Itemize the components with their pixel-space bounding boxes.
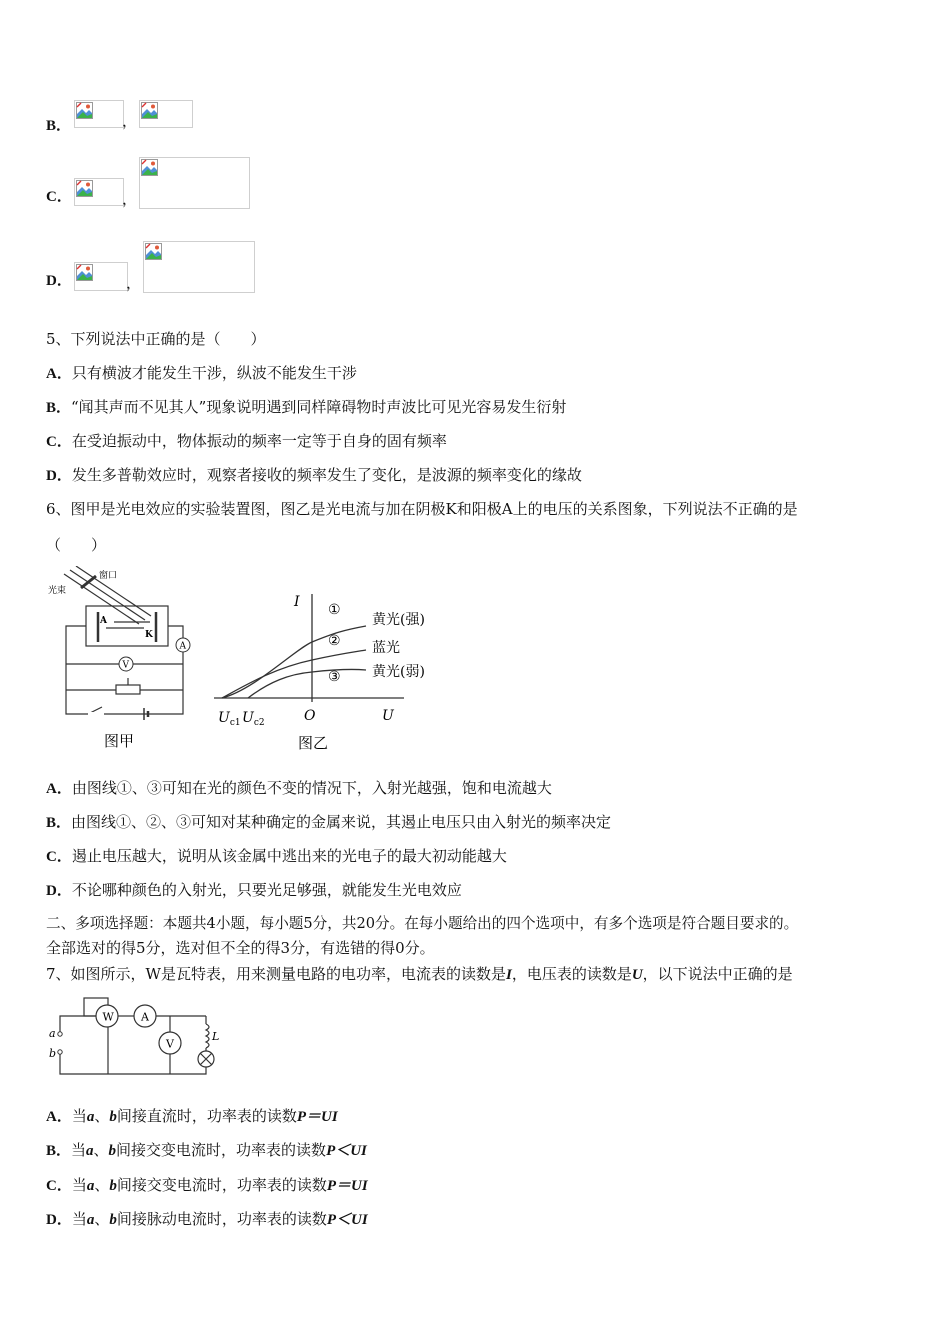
ammeter-label: A [179,641,186,652]
curve-1-mark: ① [328,602,341,618]
voltmeter-label: V [122,660,129,671]
figure-jia-caption: 图甲 [104,732,135,750]
anode-label: A [100,616,107,626]
q5-option-c: C．在受迫振动中，物体振动的频率一定等于自身的固有频率 [46,432,447,450]
figure-jia [44,566,194,756]
q5-option-b: B．“闻其声而不见其人”现象说明遇到同样障碍物时声波比可见光容易发生衍射 [46,398,567,416]
inductor-label: L [212,1030,220,1043]
wattmeter-label: W [102,1010,114,1024]
window-label: 窗口 [99,571,118,581]
curve-2-name: 蓝光 [372,640,400,656]
uc2-label: $U_{c2}$ [242,710,265,728]
broken-image-icon [139,100,193,128]
q7-stem: 7、如图所示，W是瓦特表，用来测量电路的电功率，电流表的读数是I，电压表的读数是U，以下说法中正确的是 [46,965,793,983]
figure-yi-caption: 图乙 [298,734,329,752]
curve-2-mark: ② [328,633,341,649]
option-label: D． [46,273,72,289]
curve-2 [222,650,366,698]
q7-option-b: B．当a、b间接交变电流时，功率表的读数P＜UI [46,1141,367,1159]
q6-option-c: C．遏止电压越大，说明从该金属中逃出来的光电子的最大初动能越大 [46,847,507,865]
curve-3 [248,669,366,698]
q7-option-a: A．当a、b间接直流时，功率表的读数P＝UI [46,1107,338,1125]
origin-label: O [304,708,316,724]
q5-option-a: A．只有横波才能发生干涉，纵波不能发生干涉 [46,364,357,382]
y-axis-label: I [294,594,300,610]
terminal-a-label: a [49,1027,56,1040]
broken-image-icon [139,157,250,209]
separator: ， [122,190,138,208]
q5-option-d: D．发生多普勒效应时，观察者接收的频率发生了变化，是波源的频率变化的缘故 [46,466,582,484]
light-beam-label: 光束 [48,586,67,596]
curve-3-name: 黄光(弱) [372,664,425,680]
q6-stem-cont: （ ） [46,536,107,554]
separator: ， [126,274,142,292]
cathode-label: K [145,630,153,640]
option-label: B． [46,118,72,134]
ammeter-label: A [141,1010,149,1024]
q7-option-d: D．当a、b间接脉动电流时，功率表的读数P＜UI [46,1210,368,1228]
broken-image-icon [74,262,128,291]
q6-stem: 6、图甲是光电效应的实验装置图，图乙是光电流与加在阴极K和阳极A上的电压的关系图象，下列说法不正确的是 [46,500,798,518]
figure-yi [214,590,454,756]
broken-image-icon [74,178,124,206]
broken-image-icon [143,241,255,293]
broken-image-icon [74,100,124,128]
curve-1-name: 黄光(强) [372,612,425,628]
x-axis-label: U [382,708,394,724]
uc1-label: $U_{c1}$ [218,710,241,728]
q7-option-c: C．当a、b间接交变电流时，功率表的读数P＝UI [46,1176,368,1194]
q6-option-a: A．由图线①、③可知在光的颜色不变的情况下，入射光越强，饱和电流越大 [46,779,552,797]
terminal-b-label: b [49,1047,57,1060]
section-2-line-2: 全部选对的得5分，选对但不全的得3分，有选错的得0分。 [46,939,435,957]
curve-1 [222,626,366,698]
q5-stem: 5、下列说法中正确的是（ ） [46,330,266,348]
voltmeter-label: V [166,1037,174,1051]
separator: ， [122,112,138,130]
section-2-line-1: 二、多项选择题：本题共4小题，每小题5分，共20分。在每小题给出的四个选项中，有多个选项是符合题目要求的。 [46,915,799,932]
option-label: C． [46,189,72,205]
q7-circuit [46,994,226,1080]
q6-option-d: D．不论哪种颜色的入射光，只要光足够强，就能发生光电效应 [46,881,462,899]
curve-3-mark: ③ [328,669,341,685]
q6-option-b: B．由图线①、②、③可知对某种确定的金属来说，其遏止电压只由入射光的频率决定 [46,813,612,831]
